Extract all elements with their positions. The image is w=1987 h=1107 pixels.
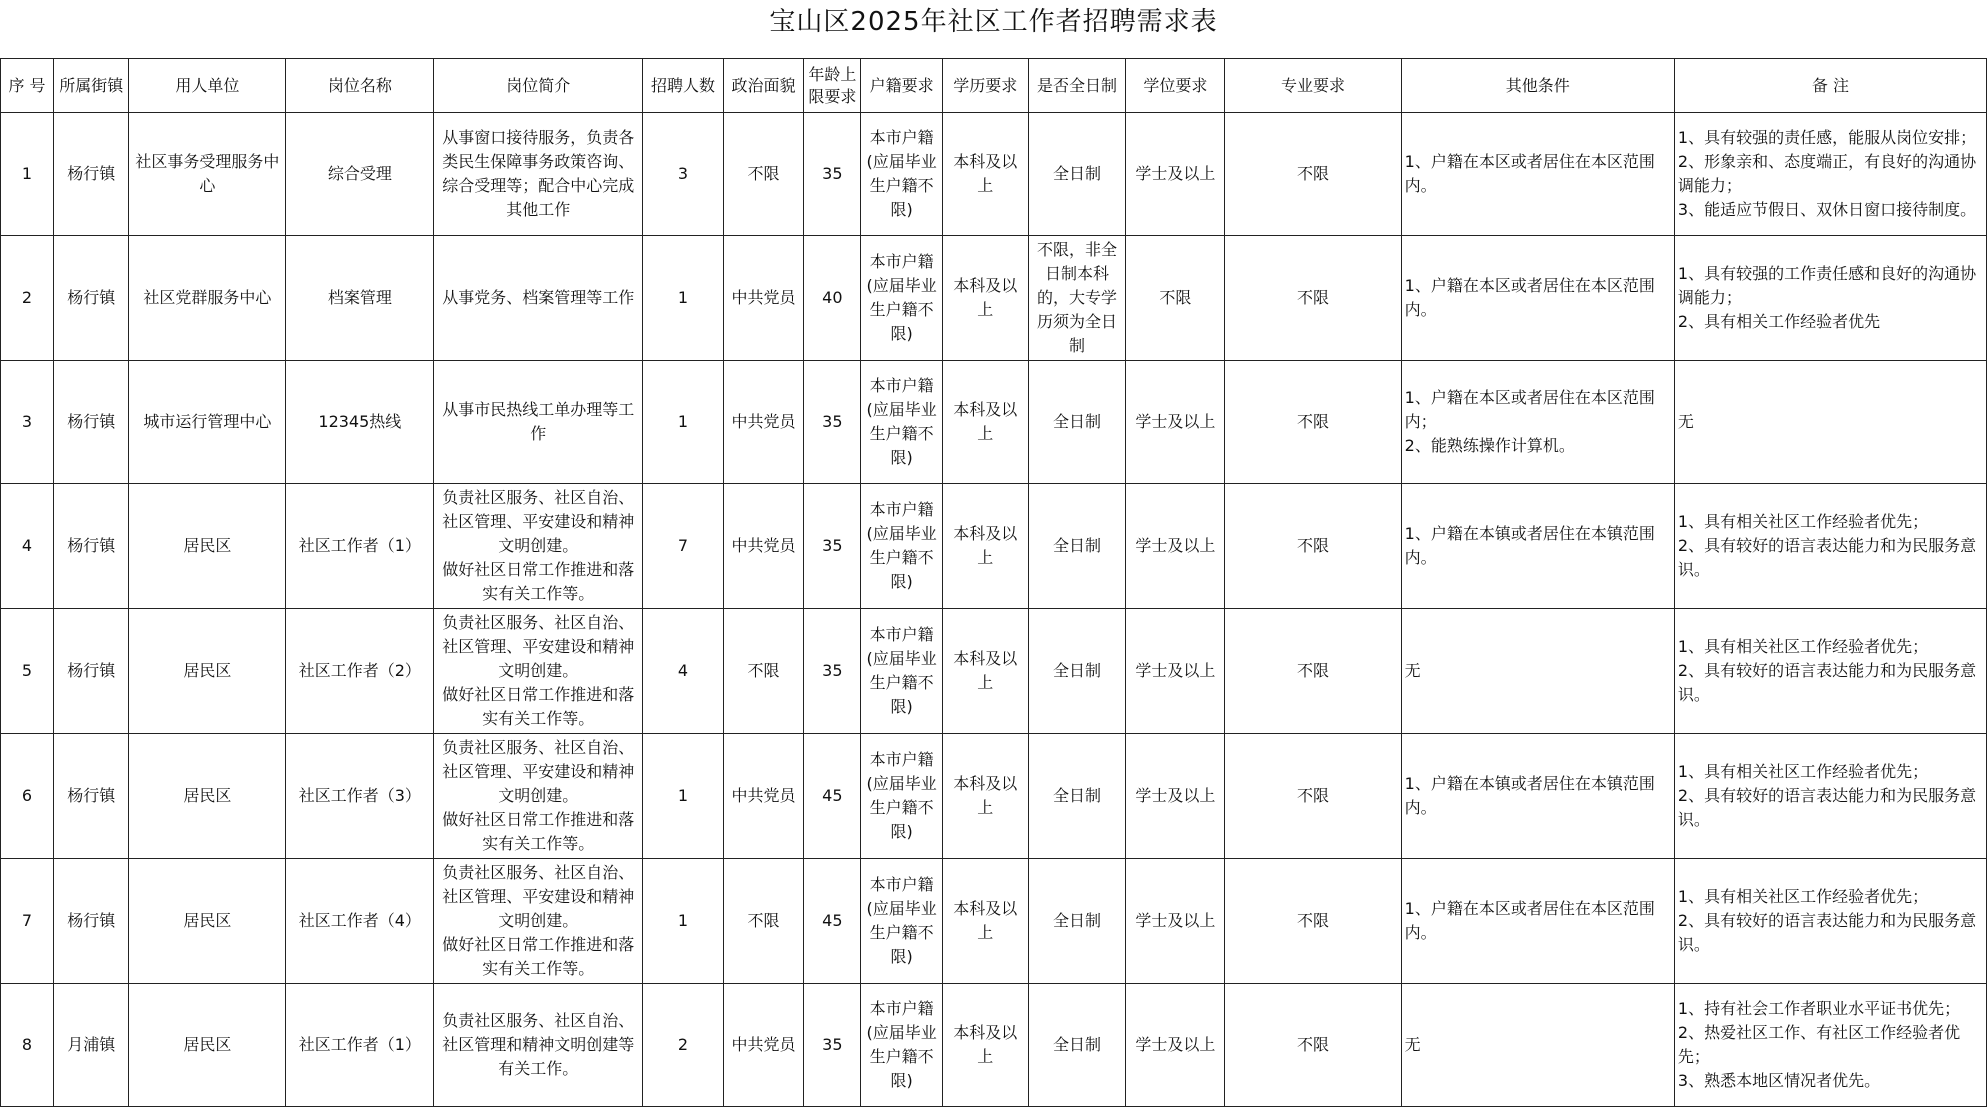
cell-other: 1、户籍在本区或者居住在本区范围内。 — [1401, 113, 1674, 236]
cell-edu: 本科及以上 — [942, 361, 1028, 484]
cell-remark: 1、具有相关社区工作经验者优先； 2、具有较好的语言表达能力和为民服务意识。 — [1674, 734, 1986, 859]
column-header: 岗位名称 — [286, 59, 434, 113]
cell-other: 1、户籍在本区或者居住在本区范围内。 — [1401, 859, 1674, 984]
cell-no: 6 — [1, 734, 54, 859]
cell-town: 杨行镇 — [54, 734, 129, 859]
cell-huji: 本市户籍(应届毕业生户籍不限) — [861, 361, 943, 484]
cell-huji: 本市户籍(应届毕业生户籍不限) — [861, 236, 943, 361]
cell-no: 1 — [1, 113, 54, 236]
cell-major: 不限 — [1225, 484, 1401, 609]
cell-degree: 学士及以上 — [1126, 361, 1225, 484]
column-header: 是否全日制 — [1028, 59, 1126, 113]
cell-politics: 中共党员 — [723, 361, 804, 484]
cell-age: 40 — [804, 236, 861, 361]
cell-degree: 学士及以上 — [1126, 734, 1225, 859]
cell-age: 45 — [804, 734, 861, 859]
cell-unit: 居民区 — [129, 609, 286, 734]
column-header: 政治面貌 — [723, 59, 804, 113]
cell-remark: 1、具有相关社区工作经验者优先； 2、具有较好的语言表达能力和为民服务意识。 — [1674, 484, 1986, 609]
cell-count: 3 — [643, 113, 724, 236]
cell-no: 4 — [1, 484, 54, 609]
cell-fulltime: 全日制 — [1028, 859, 1126, 984]
cell-huji: 本市户籍(应届毕业生户籍不限) — [861, 734, 943, 859]
cell-age: 35 — [804, 484, 861, 609]
column-header: 专业要求 — [1225, 59, 1401, 113]
cell-fulltime: 全日制 — [1028, 113, 1126, 236]
table-row — [1, 113, 1987, 236]
cell-post: 12345热线 — [286, 361, 434, 484]
cell-other: 无 — [1401, 984, 1674, 1107]
cell-town: 杨行镇 — [54, 236, 129, 361]
cell-politics: 中共党员 — [723, 484, 804, 609]
cell-post: 社区工作者（1） — [286, 484, 434, 609]
cell-fulltime: 全日制 — [1028, 609, 1126, 734]
cell-unit: 城市运行管理中心 — [129, 361, 286, 484]
table-row — [1, 734, 1987, 859]
recruitment-table — [0, 58, 1987, 1107]
column-header: 序 号 — [1, 59, 54, 113]
cell-edu: 本科及以上 — [942, 113, 1028, 236]
cell-other: 1、户籍在本区或者居住在本区范围内。 — [1401, 236, 1674, 361]
table-row — [1, 361, 1987, 484]
cell-count: 1 — [643, 361, 724, 484]
cell-no: 8 — [1, 984, 54, 1107]
table-row — [1, 609, 1987, 734]
cell-unit: 社区党群服务中心 — [129, 236, 286, 361]
table-row — [1, 984, 1987, 1107]
cell-politics: 中共党员 — [723, 236, 804, 361]
table-header — [1, 59, 1987, 113]
cell-intro: 负责社区服务、社区自治、社区管理、平安建设和精神文明创建。 做好社区日常工作推进和落实有关工作等。 — [434, 734, 643, 859]
cell-other: 1、户籍在本镇或者居住在本镇范围内。 — [1401, 484, 1674, 609]
cell-remark: 1、具有较强的工作责任感和良好的沟通协调能力； 2、具有相关工作经验者优先 — [1674, 236, 1986, 361]
cell-age: 35 — [804, 361, 861, 484]
cell-count: 4 — [643, 609, 724, 734]
cell-town: 月浦镇 — [54, 984, 129, 1107]
cell-edu: 本科及以上 — [942, 484, 1028, 609]
cell-age: 35 — [804, 113, 861, 236]
cell-post: 社区工作者（2） — [286, 609, 434, 734]
column-header: 招聘人数 — [643, 59, 724, 113]
cell-fulltime: 全日制 — [1028, 984, 1126, 1107]
cell-politics: 中共党员 — [723, 984, 804, 1107]
cell-count: 7 — [643, 484, 724, 609]
cell-other: 1、户籍在本镇或者居住在本镇范围内。 — [1401, 734, 1674, 859]
cell-intro: 从事窗口接待服务，负责各类民生保障事务政策咨询、综合受理等；配合中心完成其他工作 — [434, 113, 643, 236]
cell-unit: 居民区 — [129, 484, 286, 609]
cell-post: 社区工作者（3） — [286, 734, 434, 859]
cell-edu: 本科及以上 — [942, 984, 1028, 1107]
cell-remark: 无 — [1674, 361, 1986, 484]
cell-degree: 不限 — [1126, 236, 1225, 361]
cell-no: 7 — [1, 859, 54, 984]
cell-post: 档案管理 — [286, 236, 434, 361]
cell-major: 不限 — [1225, 984, 1401, 1107]
cell-intro: 负责社区服务、社区自治、社区管理和精神文明创建等有关工作。 — [434, 984, 643, 1107]
cell-post: 综合受理 — [286, 113, 434, 236]
cell-politics: 不限 — [723, 113, 804, 236]
cell-huji: 本市户籍(应届毕业生户籍不限) — [861, 609, 943, 734]
cell-degree: 学士及以上 — [1126, 984, 1225, 1107]
cell-intro: 从事党务、档案管理等工作 — [434, 236, 643, 361]
cell-no: 2 — [1, 236, 54, 361]
cell-huji: 本市户籍(应届毕业生户籍不限) — [861, 984, 943, 1107]
cell-other: 1、户籍在本区或者居住在本区范围内； 2、能熟练操作计算机。 — [1401, 361, 1674, 484]
cell-edu: 本科及以上 — [942, 734, 1028, 859]
cell-fulltime: 全日制 — [1028, 484, 1126, 609]
cell-remark: 1、具有相关社区工作经验者优先； 2、具有较好的语言表达能力和为民服务意识。 — [1674, 609, 1986, 734]
cell-count: 1 — [643, 734, 724, 859]
cell-intro: 从事市民热线工单办理等工作 — [434, 361, 643, 484]
cell-post: 社区工作者（4） — [286, 859, 434, 984]
cell-politics: 不限 — [723, 859, 804, 984]
cell-degree: 学士及以上 — [1126, 113, 1225, 236]
column-header: 学位要求 — [1126, 59, 1225, 113]
cell-unit: 社区事务受理服务中心 — [129, 113, 286, 236]
cell-major: 不限 — [1225, 113, 1401, 236]
cell-major: 不限 — [1225, 361, 1401, 484]
cell-intro: 负责社区服务、社区自治、社区管理、平安建设和精神文明创建。 做好社区日常工作推进和落实有关工作等。 — [434, 859, 643, 984]
cell-huji: 本市户籍(应届毕业生户籍不限) — [861, 859, 943, 984]
table-row — [1, 484, 1987, 609]
cell-edu: 本科及以上 — [942, 859, 1028, 984]
table-row — [1, 859, 1987, 984]
cell-fulltime: 不限，非全日制本科的，大专学历须为全日制 — [1028, 236, 1126, 361]
column-header: 所属街镇 — [54, 59, 129, 113]
column-header: 其他条件 — [1401, 59, 1674, 113]
cell-age: 35 — [804, 984, 861, 1107]
cell-remark: 1、具有相关社区工作经验者优先； 2、具有较好的语言表达能力和为民服务意识。 — [1674, 859, 1986, 984]
column-header: 备 注 — [1674, 59, 1986, 113]
table-body — [1, 113, 1987, 1107]
page-title: 宝山区2025年社区工作者招聘需求表 — [769, 7, 1218, 37]
cell-count: 1 — [643, 859, 724, 984]
cell-town: 杨行镇 — [54, 859, 129, 984]
cell-intro: 负责社区服务、社区自治、社区管理、平安建设和精神文明创建。 做好社区日常工作推进和落实有关工作等。 — [434, 609, 643, 734]
cell-fulltime: 全日制 — [1028, 361, 1126, 484]
cell-remark: 1、持有社会工作者职业水平证书优先； 2、热爱社区工作、有社区工作经验者优先； 3、熟悉本地区情况者优先。 — [1674, 984, 1986, 1107]
cell-age: 45 — [804, 859, 861, 984]
cell-huji: 本市户籍(应届毕业生户籍不限) — [861, 484, 943, 609]
cell-politics: 不限 — [723, 609, 804, 734]
cell-major: 不限 — [1225, 609, 1401, 734]
column-header: 岗位简介 — [434, 59, 643, 113]
cell-unit: 居民区 — [129, 859, 286, 984]
cell-age: 35 — [804, 609, 861, 734]
cell-remark: 1、具有较强的责任感，能服从岗位安排； 2、形象亲和、态度端正，有良好的沟通协调能力； 3、能适应节假日、双休日窗口接待制度。 — [1674, 113, 1986, 236]
cell-major: 不限 — [1225, 236, 1401, 361]
cell-major: 不限 — [1225, 734, 1401, 859]
cell-intro: 负责社区服务、社区自治、社区管理、平安建设和精神文明创建。 做好社区日常工作推进和落实有关工作等。 — [434, 484, 643, 609]
cell-degree: 学士及以上 — [1126, 484, 1225, 609]
cell-count: 1 — [643, 236, 724, 361]
cell-count: 2 — [643, 984, 724, 1107]
cell-no: 3 — [1, 361, 54, 484]
table-row — [1, 236, 1987, 361]
cell-major: 不限 — [1225, 859, 1401, 984]
cell-unit: 居民区 — [129, 984, 286, 1107]
cell-town: 杨行镇 — [54, 484, 129, 609]
header-row — [1, 59, 1987, 113]
cell-no: 5 — [1, 609, 54, 734]
cell-huji: 本市户籍(应届毕业生户籍不限) — [861, 113, 943, 236]
column-header: 用人单位 — [129, 59, 286, 113]
cell-town: 杨行镇 — [54, 113, 129, 236]
cell-politics: 中共党员 — [723, 734, 804, 859]
cell-other: 无 — [1401, 609, 1674, 734]
cell-degree: 学士及以上 — [1126, 859, 1225, 984]
column-header: 学历要求 — [942, 59, 1028, 113]
cell-degree: 学士及以上 — [1126, 609, 1225, 734]
cell-fulltime: 全日制 — [1028, 734, 1126, 859]
cell-edu: 本科及以上 — [942, 609, 1028, 734]
cell-town: 杨行镇 — [54, 361, 129, 484]
cell-edu: 本科及以上 — [942, 236, 1028, 361]
cell-post: 社区工作者（1） — [286, 984, 434, 1107]
cell-town: 杨行镇 — [54, 609, 129, 734]
cell-unit: 居民区 — [129, 734, 286, 859]
column-header: 年龄上 限要求 — [804, 59, 861, 113]
column-header: 户籍要求 — [861, 59, 943, 113]
